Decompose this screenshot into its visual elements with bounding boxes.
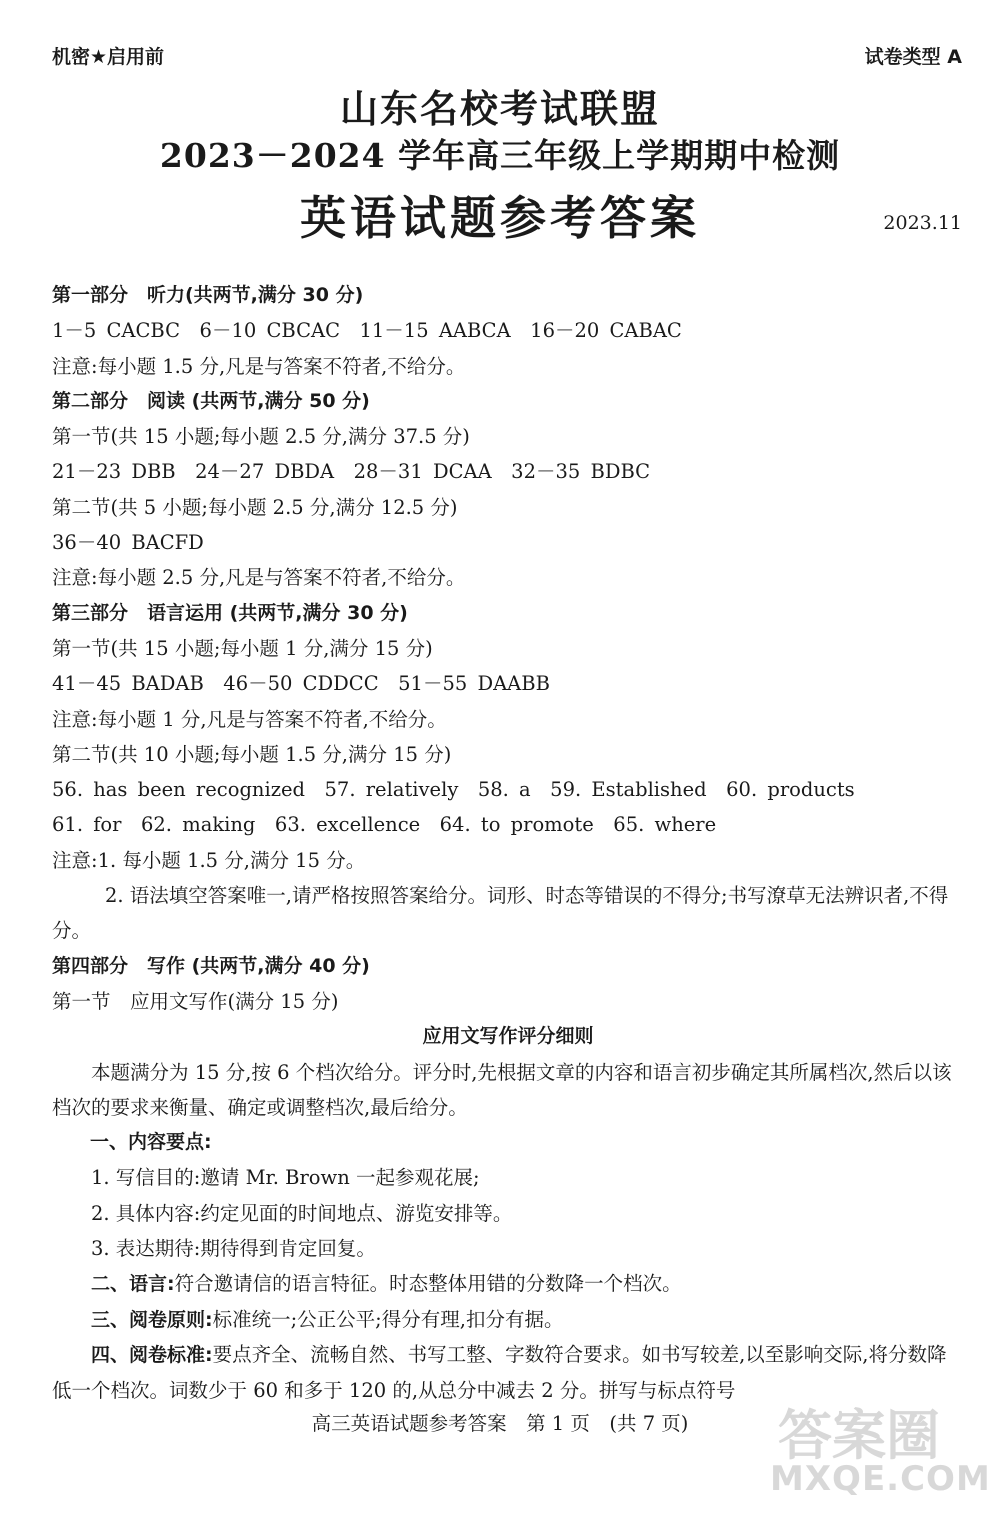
answer-row: 61. for 62. making 63. excellence 64. to promote 65. where — [52, 813, 717, 837]
language-row — [52, 1266, 964, 1301]
rubric-title: 应用文写作评分细则 — [422, 1025, 594, 1048]
watermark-cn: 答案圈 — [778, 1404, 940, 1467]
watermark-en: MXQE.COM — [770, 1459, 991, 1499]
section-heading: 第四部分 写作 (共两节,满分 40 分) — [52, 954, 370, 977]
section-heading: 第一部分 听力(共两节,满分 30 分) — [52, 284, 364, 306]
watermark-logo — [770, 1393, 991, 1503]
standard-text: 要点齐全、流畅自然、书写工整、字数符合要求。如书写较差,以至影响交际,将分数降低一个档次。词数少于 60 和多于 120 的,从总分中减去 2 分。拼写与标点符号 — [52, 1342, 947, 1403]
answer-row: 36－40 BACFD — [52, 531, 204, 555]
content-point: 1. 写信目的:邀请 Mr. Brown 一起参观花展; — [91, 1166, 480, 1190]
page-footer: 高三英语试题参考答案 第 1 页 (共 7 页) — [311, 1412, 689, 1435]
top-bar — [52, 42, 962, 69]
title-answer-key: 英语试题参考答案 — [300, 191, 700, 245]
section-heading: 第三部分 语言运用 (共两节,满分 30 分) — [52, 601, 408, 624]
info-line: 第一节(共 15 小题;每小题 1 分,满分 15 分) — [52, 636, 433, 660]
info-line: 第一节(共 15 小题;每小题 2.5 分,满分 37.5 分) — [52, 425, 470, 449]
language-heading: 二、语言: — [91, 1273, 175, 1296]
principle-heading: 三、阅卷原则: — [91, 1308, 213, 1331]
content-point: 2. 具体内容:约定见面的时间地点、游览安排等。 — [91, 1201, 513, 1225]
title-league: 山东名校考试联盟 — [339, 86, 660, 131]
info-line: 注意:1. 每小题 1.5 分,满分 15 分。 — [52, 848, 366, 872]
info-line: 注意:每小题 2.5 分,凡是与答案不符者,不给分。 — [52, 566, 466, 590]
content-points-list — [52, 1160, 964, 1266]
answer-lines — [52, 278, 964, 878]
grammar-note: 2. 语法填空答案唯一,请严格按照答案给分。词形、时态等错误的不得分;书写潦草无法辨识者,不得分。 — [52, 884, 949, 943]
answer-row: 1－5 CACBC 6－10 CBCAC 11－15 AABCA 16－20 CABAC — [52, 319, 682, 343]
info-line: 注意:每小题 1.5 分,凡是与答案不符者,不给分。 — [52, 354, 466, 378]
info-line: 第二节(共 10 小题;每小题 1.5 分,满分 15 分) — [52, 742, 452, 766]
info-line: 第一节 应用文写作(满分 15 分) — [52, 989, 339, 1013]
answer-row: 56. has been recognized 57. relatively 58. a 59. Established 60. products — [52, 778, 855, 802]
answer-row: 21－23 DBB 24－27 DBDA 28－31 DCAA 32－35 BDBC — [52, 460, 651, 484]
secret-label: 机密★启用前 — [52, 46, 165, 68]
section-heading: 第二部分 阅读 (共两节,满分 50 分) — [52, 389, 370, 412]
info-line: 注意:每小题 1 分,凡是与答案不符者,不给分。 — [52, 707, 447, 731]
rubric-intro: 本题满分为 15 分,按 6 个档次给分。评分时,先根据文章的内容和语言初步确定其所属档次,然后以该档次的要求来衡量、确定或调整档次,最后给分。 — [52, 1060, 952, 1119]
paper-type-label: 试卷类型 A — [864, 46, 962, 68]
content-point: 3. 表达期待:期待得到肯定回复。 — [91, 1237, 376, 1261]
principle-text: 标准统一;公正公平;得分有理,扣分有据。 — [212, 1307, 564, 1331]
info-line: 第二节(共 5 小题;每小题 2.5 分,满分 12.5 分) — [52, 495, 458, 519]
content-body — [52, 278, 964, 1409]
content-points-heading: 一、内容要点: — [90, 1131, 212, 1154]
exam-date: 2023.11 — [883, 212, 962, 234]
language-text: 符合邀请信的语言特征。时态整体用错的分数降一个档次。 — [174, 1272, 682, 1296]
principle-row — [52, 1302, 964, 1337]
standard-heading: 四、阅卷标准: — [91, 1343, 213, 1366]
title-exam: 2023－2024 学年高三年级上学期期中检测 — [159, 136, 841, 175]
writing-lines — [52, 949, 964, 1020]
answer-row: 41－45 BADAB 46－50 CDDCC 51－55 DAABB — [52, 672, 550, 696]
